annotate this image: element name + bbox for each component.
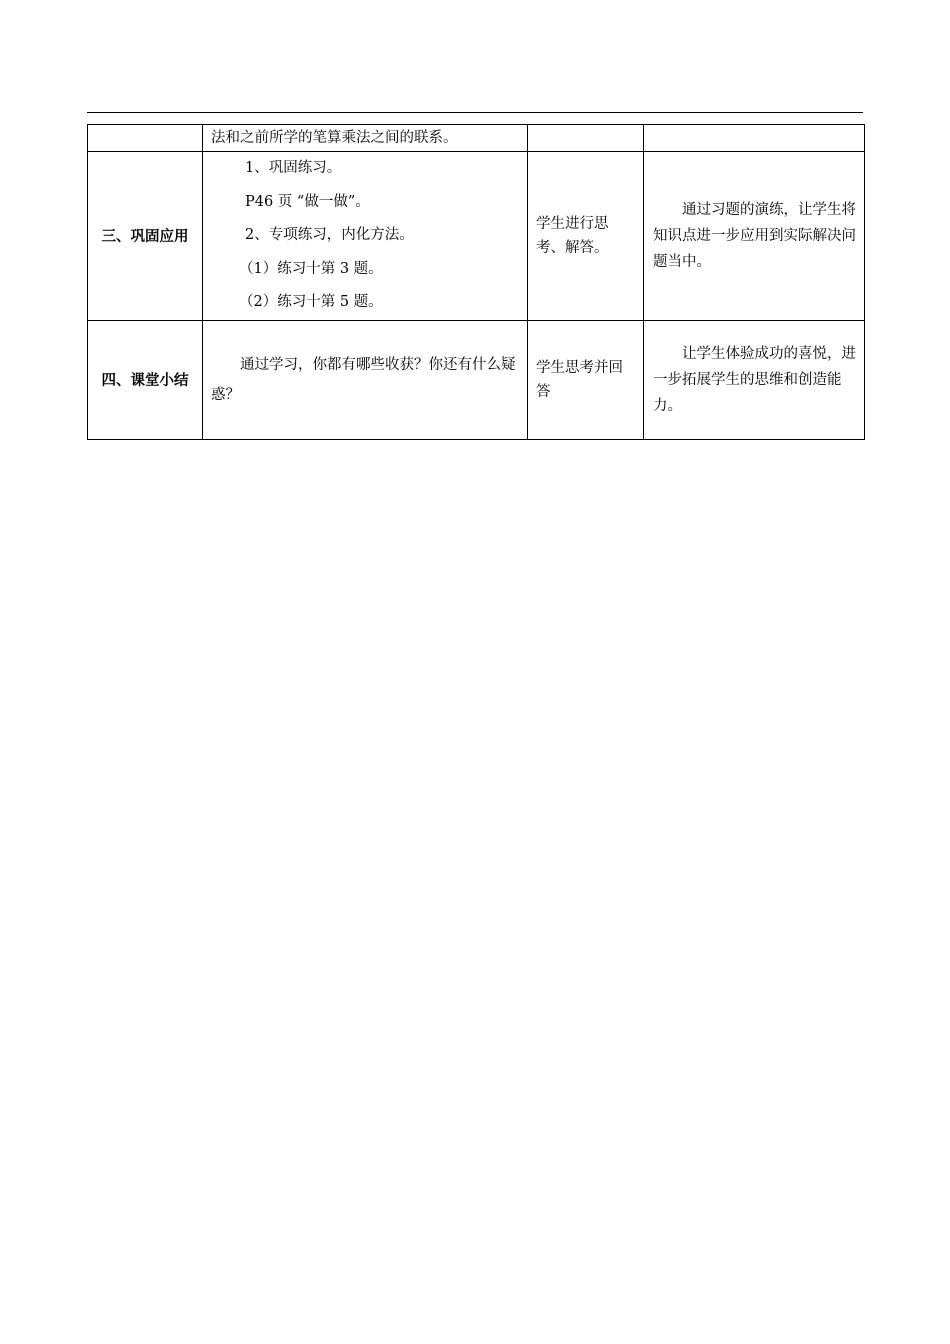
content-line: 2、专项练习，内化方法。 [245, 227, 414, 243]
design-purpose-text: 让学生体验成功的喜悦，进一步拓展学生的思维和创造能力。 [653, 345, 856, 414]
purpose-cell-consolidation [644, 152, 865, 321]
content-line: P46 页 “做一做”。 [245, 193, 370, 210]
purpose-cell-empty [644, 125, 865, 152]
table-row-consolidation [88, 152, 865, 321]
content-cell-summary [203, 320, 528, 439]
content-paragraph: 通过学习，你都有哪些收获？你还有什么疑惑？ [211, 356, 516, 403]
stage-cell-empty [88, 125, 203, 152]
content-line: （2）练习十第 5 题。 [239, 294, 383, 310]
stage-label-consolidation: 三、巩固应用 [88, 152, 203, 321]
lesson-plan-table [87, 124, 865, 440]
table-row-summary [88, 320, 865, 439]
student-activity-text: 学生进行思考、解答。 [536, 215, 609, 256]
student-activity-text: 学生思考并回答 [536, 359, 623, 400]
stage-label-summary: 四、课堂小结 [88, 320, 203, 439]
design-purpose-text: 通过习题的演练，让学生将知识点进一步应用到实际解决问题当中。 [653, 201, 856, 270]
student-cell-consolidation [528, 152, 644, 321]
content-cell-consolidation [203, 152, 528, 321]
continuation-text: 法和之前所学的笔算乘法之间的联系。 [211, 130, 458, 146]
purpose-cell-summary [644, 320, 865, 439]
content-line: 1、巩固练习。 [245, 160, 342, 176]
student-cell-empty [528, 125, 644, 152]
header-rule [87, 112, 863, 113]
content-cell-continuation [203, 125, 528, 152]
table-row-continuation [88, 125, 865, 152]
content-line: （1）练习十第 3 题。 [239, 260, 383, 277]
student-cell-summary [528, 320, 644, 439]
